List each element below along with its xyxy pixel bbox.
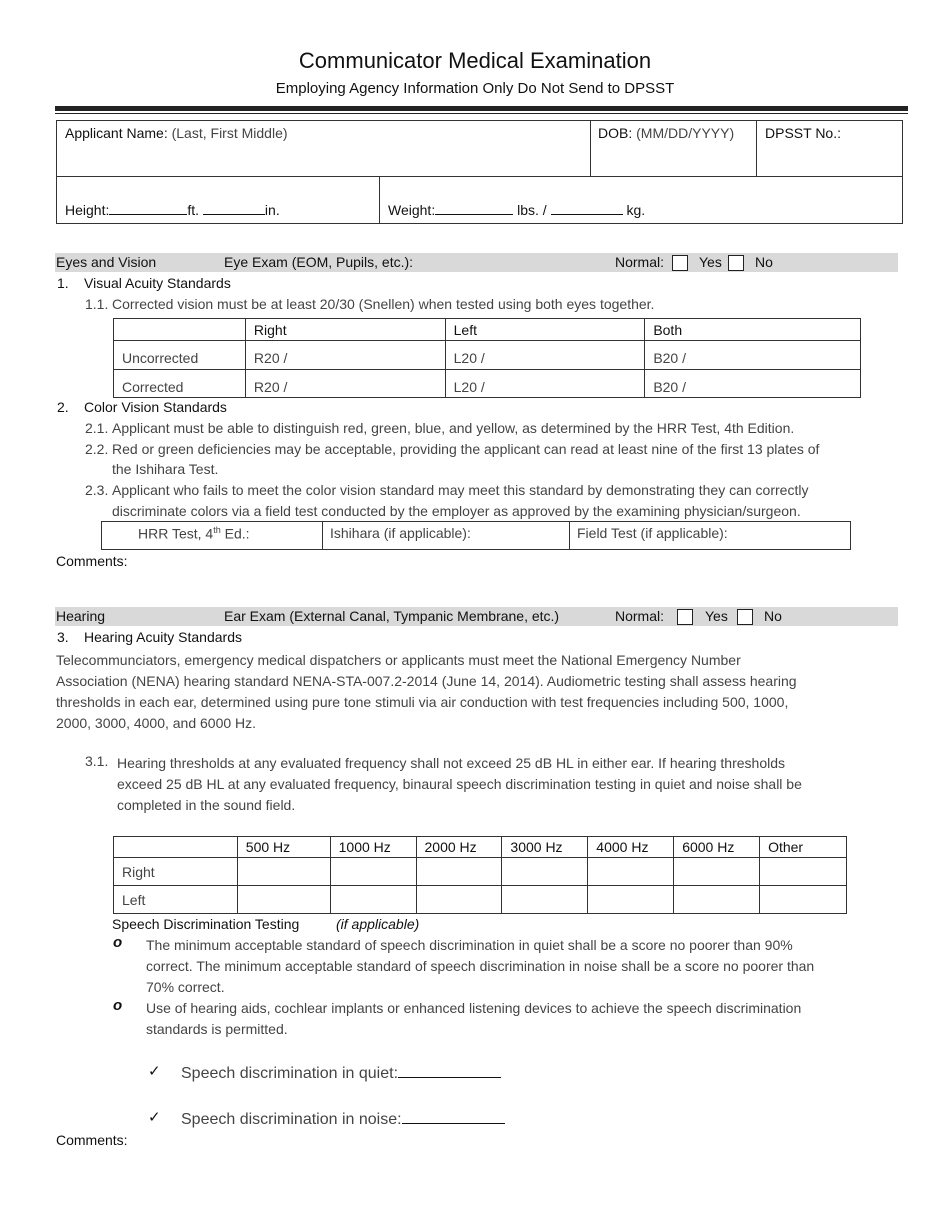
field-test-field[interactable]: Field Test (if applicable): [577,525,728,541]
freq-header-blank [114,837,238,858]
hrr-test-suffix: Ed.: [220,525,250,542]
section2-number: 2. [57,399,69,415]
table-row [114,319,861,341]
paragraph-line: The minimum acceptable standard of speech discrimination in quiet shall be a score no poorer than 90% [146,937,793,953]
speech-bullet-1 [146,935,814,998]
eye-normal-label: Normal: [615,254,665,270]
dob-field[interactable] [598,125,734,141]
speech-quiet-blank[interactable] [398,1063,501,1078]
form-subtitle: Employing Agency Information Only Do Not Send to DPSST [275,80,675,97]
hearing-section-band [55,607,898,626]
paragraph-line: completed in the sound field. [117,797,296,813]
freq-left-other[interactable] [760,886,847,914]
speech-bullet-2 [146,998,801,1040]
eye-yes-label: Yes [699,254,722,270]
speech-quiet-field[interactable] [181,1063,501,1083]
hrr-test-field[interactable] [138,525,250,542]
bullet-icon: o [113,997,123,1014]
applicant-name-hint: (Last, First Middle) [171,125,288,141]
speech-discrimination-note: (if applicable) [336,916,420,932]
checkmark-icon: ✓ [148,1109,161,1126]
table-row [114,886,847,914]
applicant-name-label: Applicant Name: [65,125,168,141]
item-1-1-text: Corrected vision must be at least 20/30 (Snellen) when tested using both eyes together. [112,296,655,312]
freq-left-1000[interactable] [330,886,416,914]
freq-header-500: 500 Hz [237,837,330,858]
applicant-name-field[interactable] [65,125,288,141]
form-title: Communicator Medical Examination [298,48,652,73]
freq-row-label: Right [114,858,238,886]
freq-row-label: Left [114,886,238,914]
paragraph-line: Use of hearing aids, cochlear implants or enhanced listening devices to achieve the speech discrimination [146,1000,802,1016]
item-3-1-number: 3.1. [85,753,109,769]
item-2-2-line: the Ishihara Test. [112,461,219,477]
hrr-test-sup: th [213,525,221,535]
freq-right-1000[interactable] [330,858,416,886]
acuity-header-both: Both [645,319,861,341]
freq-right-500[interactable] [237,858,330,886]
bullet-icon: o [113,934,123,951]
freq-right-2000[interactable] [416,858,502,886]
acuity-corrected-left[interactable]: L20 / [445,370,645,398]
table-row [114,837,847,858]
dob-label: DOB: [598,125,633,141]
freq-left-3000[interactable] [502,886,588,914]
acuity-corrected-right[interactable]: R20 / [245,370,445,398]
item-2-3-line: Applicant who fails to meet the color vision standard may meet this standard by demonstrating they can correctly [112,482,809,498]
paragraph-line: Hearing thresholds at any evaluated frequency shall not exceed 25 dB HL in either ear. If hearing thresholds [117,755,786,771]
freq-header-4000: 4000 Hz [588,837,674,858]
hearing-threshold-table [113,836,847,914]
freq-right-3000[interactable] [502,858,588,886]
hearing-band-title: Hearing [56,608,106,624]
eye-exam-label: Eye Exam (EOM, Pupils, etc.): [224,254,414,270]
acuity-uncorrected-both[interactable]: B20 / [645,341,861,370]
height-ft-blank[interactable] [109,200,187,215]
eyes-band-title: Eyes and Vision [56,254,157,270]
paragraph-line: Telecommunciators, emergency medical dispatchers or applicants must meet the National Emergency Number [56,652,741,668]
speech-noise-label: Speech discrimination in noise: [181,1111,402,1128]
paragraph-line: correct. The minimum acceptable standard of speech discrimination in noise shall be a score no poorer than [146,958,815,974]
table-row [114,341,861,370]
dob-hint: (MM/DD/YYYY) [636,125,735,141]
freq-left-500[interactable] [237,886,330,914]
checkmark-icon: ✓ [148,1063,161,1080]
section3-number: 3. [57,629,69,645]
table-row [114,370,861,398]
height-ft-unit: ft. [187,202,200,218]
height-field[interactable] [65,200,280,218]
paragraph-line: 70% correct. [146,979,225,995]
header-rule [55,106,908,111]
paragraph-line: exceed 25 dB HL at any evaluated frequency, binaural speech discrimination testing in quiet and noise shall be [117,776,802,792]
weight-lbs-blank[interactable] [435,200,513,215]
paragraph-line: 2000, 3000, 4000, and 6000 Hz. [56,715,257,731]
weight-field[interactable] [388,200,645,218]
applicant-box [56,120,903,224]
eyes-section-band [55,253,898,272]
ear-normal-yes-checkbox[interactable] [677,609,693,625]
eye-normal-yes-checkbox[interactable] [672,255,688,271]
acuity-corrected-both[interactable]: B20 / [645,370,861,398]
weight-lbs-unit: lbs. / [517,202,547,218]
speech-quiet-label: Speech discrimination in quiet: [181,1065,399,1082]
header-rule-thin [55,113,908,114]
acuity-uncorrected-right[interactable]: R20 / [245,341,445,370]
acuity-header-blank [114,319,246,341]
acuity-row-label: Corrected [114,370,246,398]
hearing-intro [56,650,797,734]
hearing-comments-label: Comments: [56,1132,128,1148]
acuity-header-left: Left [445,319,645,341]
freq-right-other[interactable] [760,858,847,886]
paragraph-line: standards is permitted. [146,1021,288,1037]
freq-header-6000: 6000 Hz [674,837,760,858]
ear-yes-label: Yes [705,608,728,624]
paragraph-line: Association (NENA) hearing standard NENA-STA-007.2-2014 (June 14, 2014). Audiometric testing shall assess hearing [56,673,797,689]
item-3-1-text [117,753,802,816]
item-2-2-number: 2.2. [85,441,109,457]
freq-right-6000[interactable] [674,858,760,886]
item-1-1-number: 1.1. [85,296,109,312]
ear-exam-label: Ear Exam (External Canal, Tympanic Membrane, etc.) [224,608,560,624]
weight-kg-blank[interactable] [551,200,623,215]
item-2-1-number: 2.1. [85,420,109,436]
freq-header-2000: 2000 Hz [416,837,502,858]
weight-kg-unit: kg. [626,202,646,218]
acuity-row-label: Uncorrected [114,341,246,370]
eye-normal-no-checkbox[interactable] [728,255,744,271]
freq-header-3000: 3000 Hz [502,837,588,858]
visual-acuity-table [113,318,861,398]
ear-no-label: No [764,608,782,624]
acuity-header-right: Right [245,319,445,341]
hrr-test-label: HRR Test, 4 [138,525,214,542]
section3-title: Hearing Acuity Standards [84,629,242,645]
ear-normal-label: Normal: [615,608,665,624]
dpsst-number-field[interactable]: DPSST No.: [765,125,841,141]
freq-right-4000[interactable] [588,858,674,886]
color-tests-row [101,521,851,550]
paragraph-line: thresholds in each ear, determined using pure tone stimuli via air conduction with test frequencies including 500, 1000, [56,694,789,710]
section2-title: Color Vision Standards [84,399,227,415]
weight-label: Weight: [388,202,436,218]
item-2-1-text: Applicant must be able to distinguish red, green, blue, and yellow, as determined by the HRR Test, 4th Edition. [112,420,795,436]
height-in-blank[interactable] [203,200,265,215]
section1-title: Visual Acuity Standards [84,275,231,291]
speech-noise-blank[interactable] [402,1109,505,1124]
freq-header-other: Other [760,837,847,858]
item-2-2-line: Red or green deficiencies may be acceptable, providing the applicant can read at least nine of the first 13 plates of [112,441,820,457]
ear-normal-no-checkbox[interactable] [737,609,753,625]
freq-left-6000[interactable] [674,886,760,914]
eye-no-label: No [755,254,773,270]
freq-left-4000[interactable] [588,886,674,914]
item-2-3-line: discriminate colors via a field test conducted by the employer as approved by the examining physician/surgeon. [112,503,801,519]
height-in-unit: in. [264,202,280,218]
acuity-uncorrected-left[interactable]: L20 / [445,341,645,370]
item-2-3-number: 2.3. [85,482,109,498]
freq-header-1000: 1000 Hz [330,837,416,858]
ishihara-field[interactable]: Ishihara (if applicable): [330,525,471,541]
table-row [114,858,847,886]
freq-left-2000[interactable] [416,886,502,914]
section1-number: 1. [57,275,69,291]
height-label: Height: [65,202,110,218]
eyes-comments-label: Comments: [56,553,128,569]
speech-discrimination-title: Speech Discrimination Testing [112,916,300,932]
speech-noise-field[interactable] [181,1109,505,1129]
